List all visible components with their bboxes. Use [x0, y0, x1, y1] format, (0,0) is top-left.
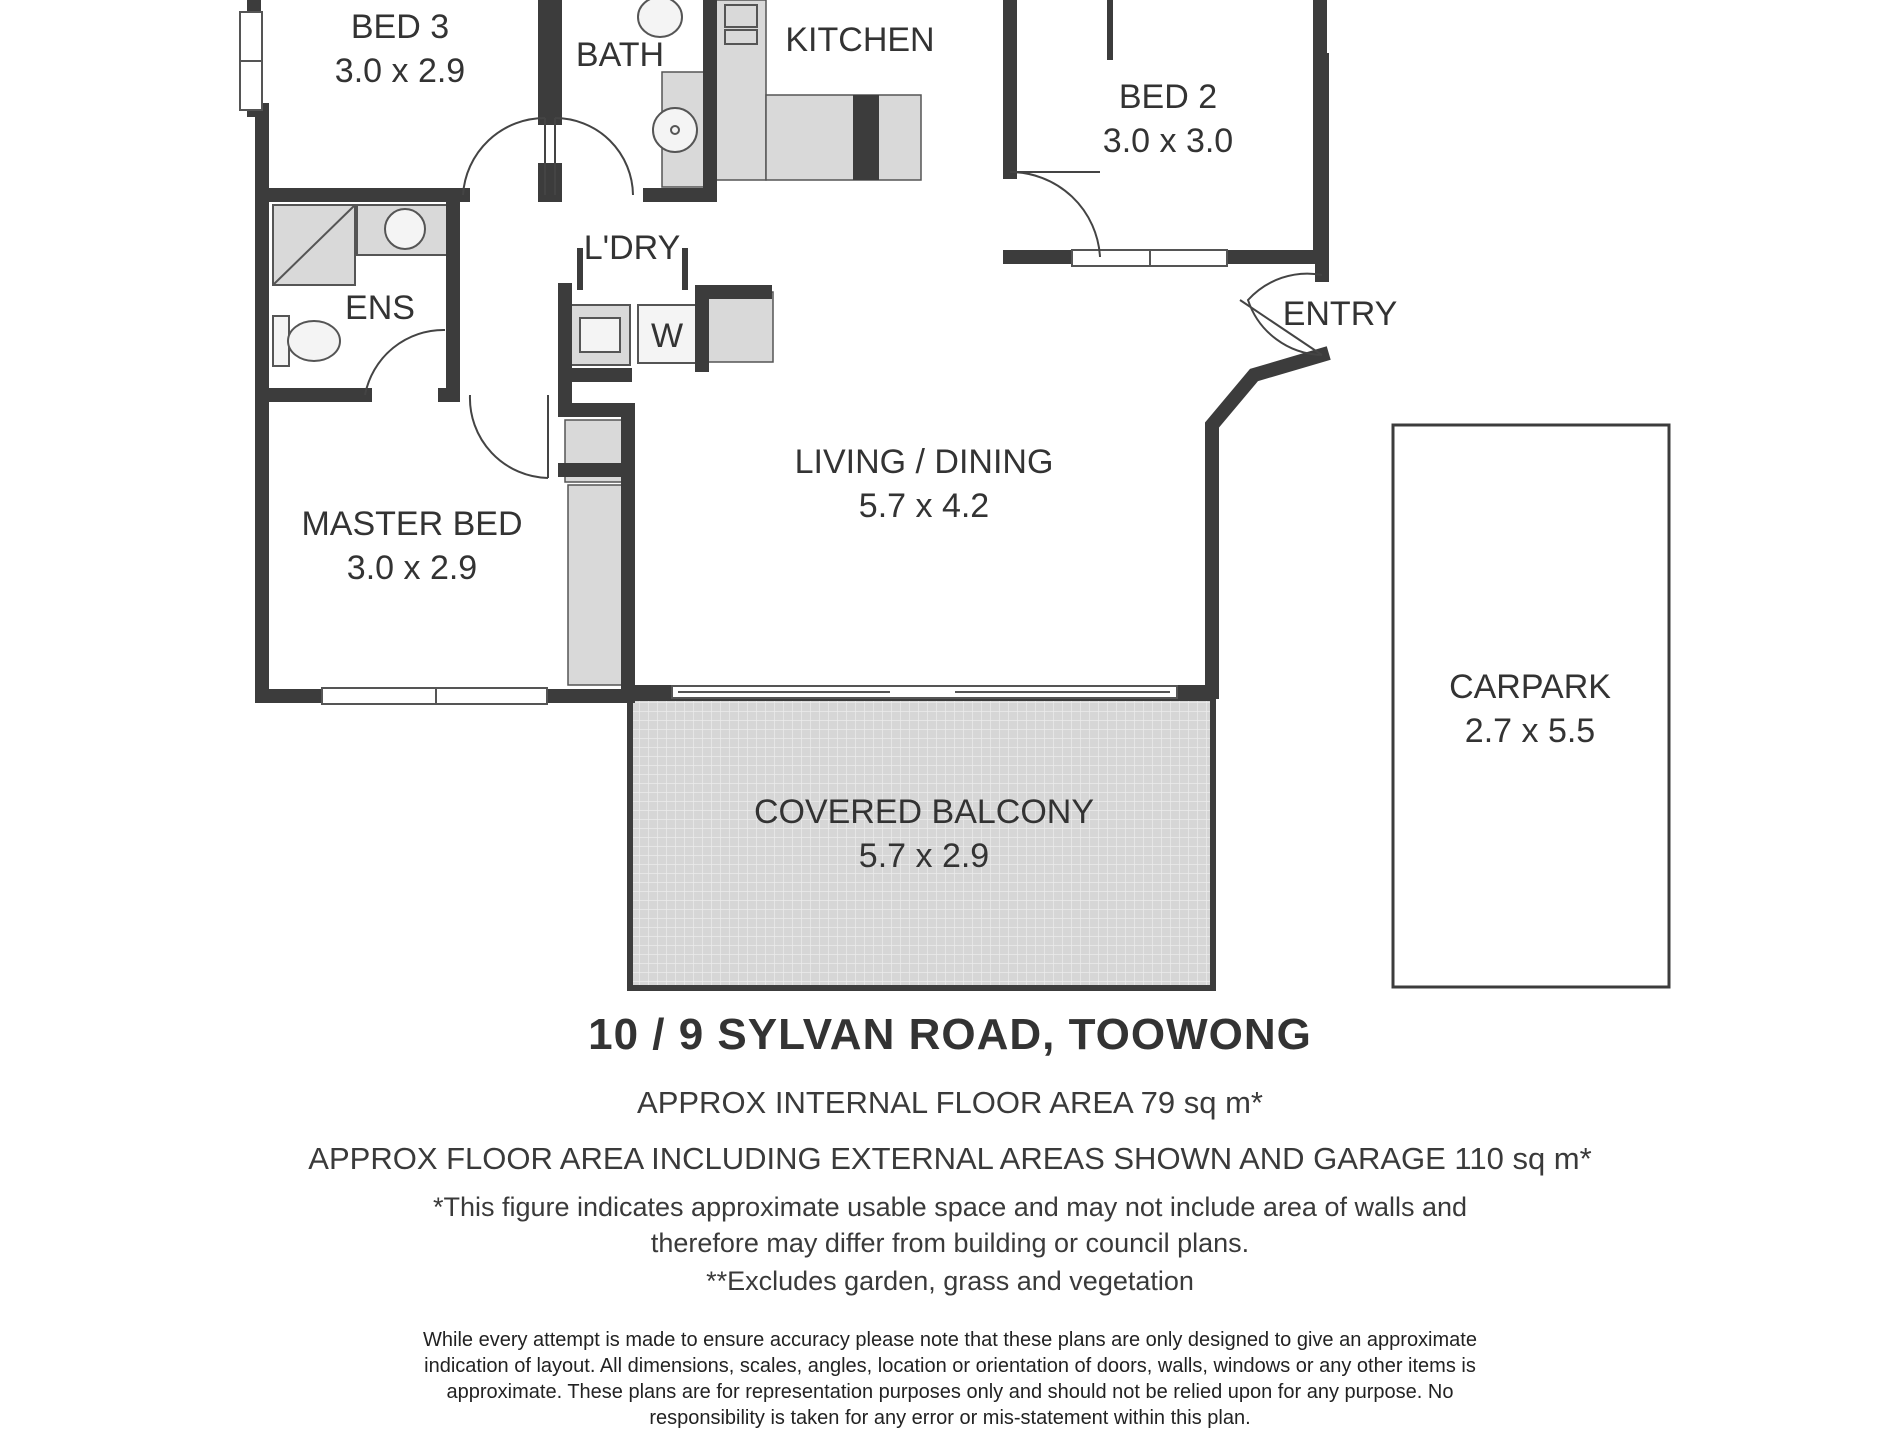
room-dims: 2.7 x 5.5	[1464, 712, 1596, 750]
room-name: BED 3	[350, 8, 450, 46]
washer-mark: W	[650, 317, 684, 355]
ensuite-toilet-icon	[273, 316, 340, 366]
room-dims: 5.7 x 4.2	[858, 487, 990, 525]
room-label-bed2	[1103, 75, 1233, 163]
disclaimer-line: indication of layout. All dimensions, scales, angles, location or orientation of doors, walls, windows or any other items is	[424, 1355, 1476, 1377]
room-name: LIVING / DINING	[794, 443, 1054, 481]
bath-basin-icon	[653, 108, 697, 152]
ensuite-basin-icon	[357, 205, 447, 255]
room-dims: 3.0 x 2.9	[334, 52, 466, 90]
room-name: CARPARK	[1449, 668, 1611, 706]
room-label-carpark	[1449, 665, 1611, 753]
internal-area: APPROX INTERNAL FLOOR AREA 79 sq m*	[637, 1085, 1263, 1120]
room-label-living	[795, 440, 1054, 528]
property-address: 10 / 9 SYLVAN ROAD, TOOWONG	[588, 1010, 1312, 1059]
room-name: L'DRY	[583, 229, 681, 267]
room-label-bed3	[335, 5, 465, 93]
total-area: APPROX FLOOR AREA INCLUDING EXTERNAL AREAS SHOWN AND GARAGE 110 sq m*	[308, 1141, 1592, 1176]
room-name: KITCHEN	[785, 21, 935, 59]
room-label-laundry	[584, 226, 681, 270]
room-name: ENTRY	[1282, 295, 1398, 333]
room-dims: 5.7 x 2.9	[858, 837, 990, 875]
room-label-bath	[576, 33, 664, 77]
ensuite-shower-icon	[273, 205, 355, 285]
room-name: BATH	[575, 36, 665, 74]
bath-toilet-icon	[638, 0, 682, 37]
room-name: MASTER BED	[301, 505, 523, 543]
room-label-entry	[1283, 292, 1398, 336]
footnote-line: *This figure indicates approximate usable space and may not include area of walls and	[432, 1192, 1468, 1222]
laundry-cabinet	[708, 292, 773, 362]
footnote-line: therefore may differ from building or council plans.	[650, 1228, 1250, 1258]
hall-wardrobe	[568, 485, 622, 685]
room-dims: 3.0 x 2.9	[346, 549, 478, 587]
disclaimer	[0, 1327, 1900, 1431]
laundry-tub-icon	[570, 305, 630, 365]
room-dims: 3.0 x 3.0	[1102, 122, 1234, 160]
room-label-balcony	[754, 790, 1094, 878]
room-name: COVERED BALCONY	[753, 793, 1095, 831]
area-footnote	[0, 1189, 1900, 1261]
room-name: ENS	[345, 289, 415, 327]
room-name: BED 2	[1118, 78, 1218, 116]
disclaimer-line: responsibility is taken for any error or mis-statement within this plan.	[649, 1407, 1251, 1429]
disclaimer-line: While every attempt is made to ensure accuracy please note that these plans are only designed to give an approximate	[423, 1329, 1477, 1351]
balcony-sliding-doors	[672, 686, 1177, 698]
kitchen-rangehood	[853, 95, 879, 180]
disclaimer-line: approximate. These plans are for representation purposes only and should not be relied upon for any purpose. No	[446, 1381, 1454, 1403]
room-label-kitchen	[785, 18, 934, 62]
exclusion-note: **Excludes garden, grass and vegetation	[706, 1266, 1194, 1296]
room-label-ensuite	[345, 286, 415, 330]
room-label-master	[301, 502, 522, 590]
